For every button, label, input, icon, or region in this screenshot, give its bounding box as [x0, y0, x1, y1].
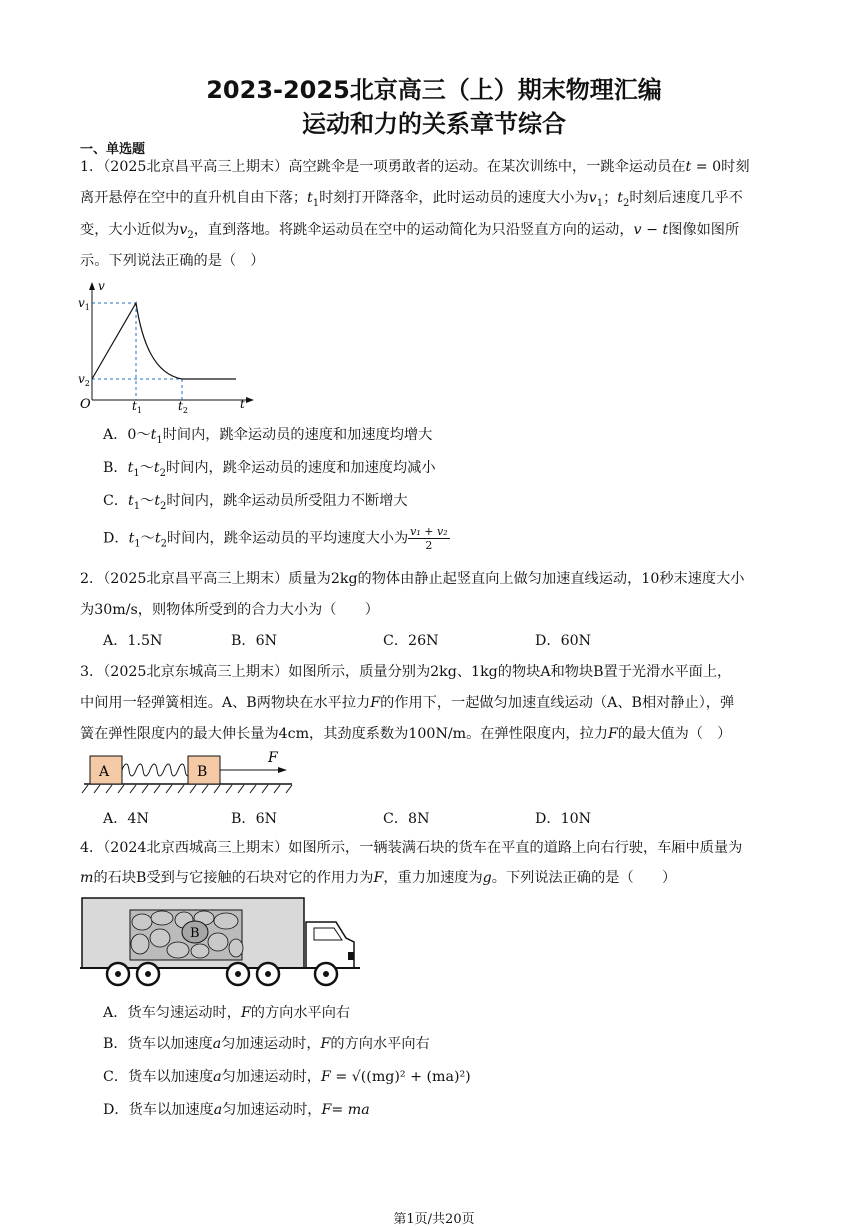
section-heading: 一、单选题 — [80, 142, 146, 157]
origin-label: O — [80, 397, 91, 412]
t2-label: $t_2$ — [178, 399, 188, 415]
q3-option-c: C．8N — [383, 811, 430, 827]
q4-line-2: m的石块B受到与它接触的石块对它的作用力为F，重力加速度为g。下列说法正确的是（ ） — [80, 870, 677, 886]
q3-option-d: D．10N — [535, 811, 592, 827]
q1-line-4: 示。下列说法正确的是（ ） — [80, 253, 265, 269]
q2-option-d: D．60N — [535, 633, 592, 649]
spring-blocks-figure — [82, 752, 302, 794]
q1-line-1: 1．（2025北京昌平高三上期末）高空跳伞是一项勇敢者的运动。在某次训练中，一跳伞运动员在t = 0时刻 — [80, 159, 750, 175]
average-velocity-fraction: $\frac{\text{v₁ + v₂}}{2}$ — [410, 525, 448, 552]
vt-graph — [78, 279, 258, 415]
q4-option-b: B．货车以加速度a匀加速运动时，F的方向水平向右 — [103, 1036, 430, 1052]
page-subtitle: 运动和力的关系章节综合 — [302, 110, 566, 138]
q1-option-b: B．$t_1\sim t_2$时间内，跳伞运动员的速度和加速度均减小 — [103, 460, 436, 479]
page-title: 2023-2025北京高三（上）期末物理汇编 — [206, 76, 662, 104]
svg-text:B: B — [190, 926, 200, 941]
q2-option-a: A．1.5N — [103, 633, 163, 649]
q3-line-2: 中间用一轻弹簧相连。A、B两物块在水平拉力F的作用下，一起做匀加速直线运动（A、B相对静止），弹 — [80, 695, 735, 711]
q3-line-1: 3．（2025北京东城高三上期末）如图所示，质量分别为2kg、1kg的物块A和物块B置于光滑水平面上， — [80, 664, 732, 680]
q2-line-2: 为30m/s，则物体所受到的合力大小为（ ） — [80, 602, 379, 618]
svg-text:B: B — [197, 764, 208, 780]
q3-option-a: A．4N — [103, 811, 149, 827]
q1-option-c: C．$t_1\sim t_2$时间内，跳伞运动员所受阻力不断增大 — [103, 493, 408, 512]
q2-line-1: 2．（2025北京昌平高三上期末）质量为2kg的物体由静止起竖直向上做匀加速直线运动，10秒末速度大小 — [80, 571, 745, 587]
q1-line-2: 离开悬停在空中的直升机自由下落；$t_1$时刻打开降落伞，此时运动员的速度大小为$v_1$；$t_2$时刻后速度几乎不 — [80, 190, 743, 209]
q2-option-c: C．26N — [383, 633, 439, 649]
v2-label: $v_2$ — [78, 372, 90, 388]
q4-line-1: 4．（2024北京西城高三上期末）如图所示，一辆装满石块的货车在平直的道路上向右行驶，车厢中质量为 — [80, 840, 743, 856]
q1-option-d: D．$t_1\sim t_2$时间内，跳伞运动员的平均速度大小为 $\frac{\text{v₁ + v₂}}{2}$ — [103, 525, 448, 552]
q3-option-b: B．6N — [231, 811, 278, 827]
q2-option-b: B．6N — [231, 633, 278, 649]
truck-figure — [80, 894, 360, 989]
v1-label: $v_1$ — [78, 296, 90, 312]
q4-option-c: C．货车以加速度a匀加速运动时，F = √((mg)² + (ma)²) — [103, 1069, 471, 1085]
t1-label: $t_1$ — [132, 399, 142, 415]
q3-line-3: 簧在弹性限度内的最大伸长量为4cm，其劲度系数为100N/m。在弹性限度内，拉力F的最大值为（ ） — [80, 726, 732, 742]
page-footer: 第1页/共20页 — [393, 1212, 475, 1227]
q1-line-3: 变，大小近似为$v_2$，直到落地。将跳伞运动员在空中的运动简化为只沿竖直方向的运动，v − t图像如图所 — [80, 222, 740, 241]
axis-v-label: v — [98, 279, 105, 293]
svg-text:F: F — [268, 750, 278, 766]
axis-t-label: t — [240, 397, 245, 411]
q4-option-a: A．货车匀速运动时，F的方向水平向右 — [103, 1005, 351, 1021]
q4-option-d: D．货车以加速度a匀加速运动时，F= ma — [103, 1102, 370, 1118]
svg-text:A: A — [99, 764, 110, 780]
q1-option-a: A．$0\sim t_1$时间内，跳伞运动员的速度和加速度均增大 — [103, 427, 433, 446]
